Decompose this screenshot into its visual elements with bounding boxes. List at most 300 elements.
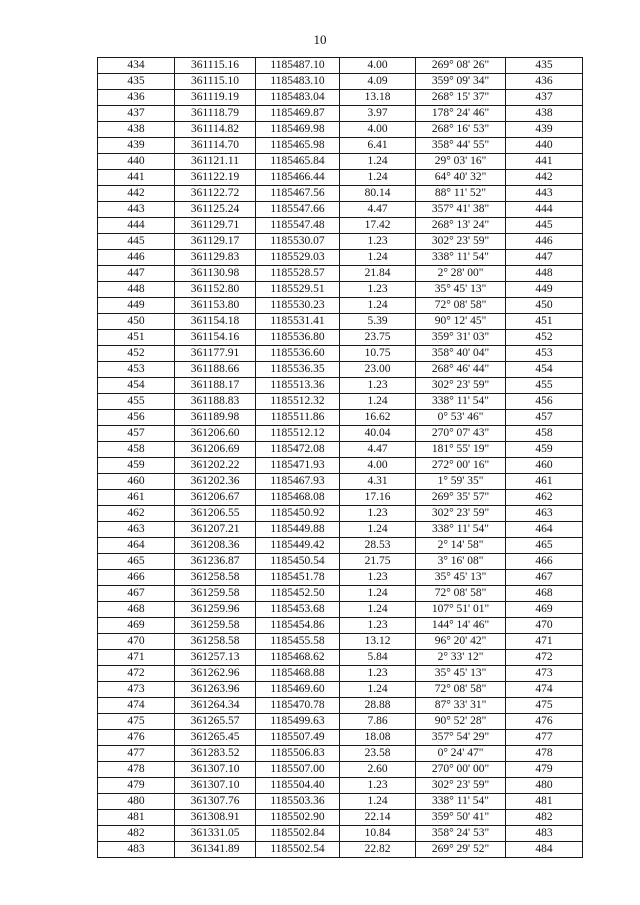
direction-angle-cell: 359° 50' 41" — [416, 810, 506, 826]
next-point-cell: 446 — [506, 234, 583, 250]
y-coordinate-cell: 1185513.36 — [256, 378, 340, 394]
length-cell: 5.39 — [340, 314, 416, 330]
next-point-cell: 437 — [506, 90, 583, 106]
table-row — [98, 170, 583, 186]
table-row — [98, 458, 583, 474]
table-row — [98, 394, 583, 410]
table-row — [98, 90, 583, 106]
point-number-cell: 477 — [98, 746, 175, 762]
x-coordinate-cell: 361259.96 — [175, 602, 256, 618]
next-point-cell: 470 — [506, 618, 583, 634]
point-number-cell: 444 — [98, 218, 175, 234]
x-coordinate-cell: 361153.80 — [175, 298, 256, 314]
x-coordinate-cell: 361130.98 — [175, 266, 256, 282]
direction-angle-cell: 35° 45' 13" — [416, 282, 506, 298]
direction-angle-cell: 268° 15' 37" — [416, 90, 506, 106]
x-coordinate-cell: 361202.36 — [175, 474, 256, 490]
y-coordinate-cell: 1185528.57 — [256, 266, 340, 282]
table-row — [98, 490, 583, 506]
length-cell: 40.04 — [340, 426, 416, 442]
length-cell: 23.00 — [340, 362, 416, 378]
y-coordinate-cell: 1185469.60 — [256, 682, 340, 698]
next-point-cell: 472 — [506, 650, 583, 666]
point-number-cell: 439 — [98, 138, 175, 154]
point-number-cell: 438 — [98, 122, 175, 138]
y-coordinate-cell: 1185465.98 — [256, 138, 340, 154]
point-number-cell: 465 — [98, 554, 175, 570]
x-coordinate-cell: 361206.55 — [175, 506, 256, 522]
direction-angle-cell: 35° 45' 13" — [416, 666, 506, 682]
point-number-cell: 448 — [98, 282, 175, 298]
y-coordinate-cell: 1185483.04 — [256, 90, 340, 106]
x-coordinate-cell: 361129.83 — [175, 250, 256, 266]
point-number-cell: 472 — [98, 666, 175, 682]
next-point-cell: 452 — [506, 330, 583, 346]
point-number-cell: 481 — [98, 810, 175, 826]
y-coordinate-cell: 1185529.51 — [256, 282, 340, 298]
y-coordinate-cell: 1185506.83 — [256, 746, 340, 762]
point-number-cell: 449 — [98, 298, 175, 314]
length-cell: 18.08 — [340, 730, 416, 746]
length-cell: 28.88 — [340, 698, 416, 714]
length-cell: 4.47 — [340, 442, 416, 458]
direction-angle-cell: 268° 16' 53" — [416, 122, 506, 138]
direction-angle-cell: 96° 20' 42" — [416, 634, 506, 650]
x-coordinate-cell: 361259.58 — [175, 586, 256, 602]
x-coordinate-cell: 361257.13 — [175, 650, 256, 666]
next-point-cell: 443 — [506, 186, 583, 202]
next-point-cell: 475 — [506, 698, 583, 714]
point-number-cell: 471 — [98, 650, 175, 666]
x-coordinate-cell: 361258.58 — [175, 570, 256, 586]
direction-angle-cell: 269° 08' 26" — [416, 58, 506, 74]
point-number-cell: 435 — [98, 74, 175, 90]
direction-angle-cell: 338° 11' 54" — [416, 522, 506, 538]
length-cell: 17.16 — [340, 490, 416, 506]
x-coordinate-cell: 361189.98 — [175, 410, 256, 426]
direction-angle-cell: 0° 53' 46" — [416, 410, 506, 426]
table-row — [98, 554, 583, 570]
length-cell: 2.60 — [340, 762, 416, 778]
y-coordinate-cell: 1185507.00 — [256, 762, 340, 778]
point-number-cell: 466 — [98, 570, 175, 586]
length-cell: 7.86 — [340, 714, 416, 730]
x-coordinate-cell: 361265.45 — [175, 730, 256, 746]
direction-angle-cell: 269° 35' 57" — [416, 490, 506, 506]
next-point-cell: 482 — [506, 810, 583, 826]
y-coordinate-cell: 1185536.80 — [256, 330, 340, 346]
table-row — [98, 266, 583, 282]
y-coordinate-cell: 1185502.84 — [256, 826, 340, 842]
length-cell: 1.24 — [340, 394, 416, 410]
direction-angle-cell: 302° 23' 59" — [416, 778, 506, 794]
direction-angle-cell: 2° 33' 12" — [416, 650, 506, 666]
next-point-cell: 442 — [506, 170, 583, 186]
y-coordinate-cell: 1185512.12 — [256, 426, 340, 442]
next-point-cell: 444 — [506, 202, 583, 218]
y-coordinate-cell: 1185502.90 — [256, 810, 340, 826]
direction-angle-cell: 35° 45' 13" — [416, 570, 506, 586]
x-coordinate-cell: 361258.58 — [175, 634, 256, 650]
table-row — [98, 218, 583, 234]
y-coordinate-cell: 1185547.66 — [256, 202, 340, 218]
direction-angle-cell: 338° 11' 54" — [416, 250, 506, 266]
y-coordinate-cell: 1185451.78 — [256, 570, 340, 586]
point-number-cell: 460 — [98, 474, 175, 490]
next-point-cell: 476 — [506, 714, 583, 730]
direction-angle-cell: 357° 41' 38" — [416, 202, 506, 218]
length-cell: 1.23 — [340, 234, 416, 250]
direction-angle-cell: 90° 52' 28" — [416, 714, 506, 730]
length-cell: 1.24 — [340, 250, 416, 266]
y-coordinate-cell: 1185547.48 — [256, 218, 340, 234]
next-point-cell: 474 — [506, 682, 583, 698]
length-cell: 23.58 — [340, 746, 416, 762]
direction-angle-cell: 3° 16' 08" — [416, 554, 506, 570]
y-coordinate-cell: 1185467.56 — [256, 186, 340, 202]
x-coordinate-cell: 361341.89 — [175, 842, 256, 858]
table-row — [98, 58, 583, 74]
y-coordinate-cell: 1185471.93 — [256, 458, 340, 474]
x-coordinate-cell: 361122.19 — [175, 170, 256, 186]
point-number-cell: 457 — [98, 426, 175, 442]
y-coordinate-cell: 1185483.10 — [256, 74, 340, 90]
y-coordinate-cell: 1185452.50 — [256, 586, 340, 602]
point-number-cell: 437 — [98, 106, 175, 122]
point-number-cell: 446 — [98, 250, 175, 266]
x-coordinate-cell: 361114.82 — [175, 122, 256, 138]
y-coordinate-cell: 1185487.10 — [256, 58, 340, 74]
point-number-cell: 469 — [98, 618, 175, 634]
x-coordinate-cell: 361121.11 — [175, 154, 256, 170]
point-number-cell: 458 — [98, 442, 175, 458]
length-cell: 10.84 — [340, 826, 416, 842]
x-coordinate-cell: 361129.17 — [175, 234, 256, 250]
next-point-cell: 463 — [506, 506, 583, 522]
next-point-cell: 450 — [506, 298, 583, 314]
point-number-cell: 450 — [98, 314, 175, 330]
y-coordinate-cell: 1185468.08 — [256, 490, 340, 506]
x-coordinate-cell: 361125.24 — [175, 202, 256, 218]
point-number-cell: 473 — [98, 682, 175, 698]
point-number-cell: 434 — [98, 58, 175, 74]
y-coordinate-cell: 1185468.62 — [256, 650, 340, 666]
table-row — [98, 730, 583, 746]
x-coordinate-cell: 361154.18 — [175, 314, 256, 330]
next-point-cell: 449 — [506, 282, 583, 298]
y-coordinate-cell: 1185450.54 — [256, 554, 340, 570]
next-point-cell: 465 — [506, 538, 583, 554]
length-cell: 1.24 — [340, 154, 416, 170]
length-cell: 80.14 — [340, 186, 416, 202]
table-row — [98, 810, 583, 826]
page-number: 10 — [313, 32, 327, 47]
table-row — [98, 314, 583, 330]
table-row — [98, 426, 583, 442]
x-coordinate-cell: 361206.69 — [175, 442, 256, 458]
y-coordinate-cell: 1185536.60 — [256, 346, 340, 362]
point-number-cell: 456 — [98, 410, 175, 426]
direction-angle-cell: 357° 54' 29" — [416, 730, 506, 746]
table-row — [98, 474, 583, 490]
next-point-cell: 451 — [506, 314, 583, 330]
length-cell: 1.24 — [340, 682, 416, 698]
next-point-cell: 453 — [506, 346, 583, 362]
table-row — [98, 650, 583, 666]
next-point-cell: 469 — [506, 602, 583, 618]
next-point-cell: 477 — [506, 730, 583, 746]
length-cell: 1.23 — [340, 570, 416, 586]
table-row — [98, 410, 583, 426]
y-coordinate-cell: 1185466.44 — [256, 170, 340, 186]
direction-angle-cell: 268° 46' 44" — [416, 362, 506, 378]
table-row — [98, 122, 583, 138]
x-coordinate-cell: 361331.05 — [175, 826, 256, 842]
y-coordinate-cell: 1185470.78 — [256, 698, 340, 714]
point-number-cell: 480 — [98, 794, 175, 810]
point-number-cell: 447 — [98, 266, 175, 282]
direction-angle-cell: 272° 00' 16" — [416, 458, 506, 474]
length-cell: 1.24 — [340, 170, 416, 186]
table-row — [98, 106, 583, 122]
length-cell: 1.23 — [340, 282, 416, 298]
table-row — [98, 282, 583, 298]
point-number-cell: 468 — [98, 602, 175, 618]
next-point-cell: 464 — [506, 522, 583, 538]
point-number-cell: 442 — [98, 186, 175, 202]
x-coordinate-cell: 361259.58 — [175, 618, 256, 634]
length-cell: 22.14 — [340, 810, 416, 826]
table-row — [98, 746, 583, 762]
point-number-cell: 464 — [98, 538, 175, 554]
direction-angle-cell: 87° 33' 31" — [416, 698, 506, 714]
table-row — [98, 378, 583, 394]
next-point-cell: 459 — [506, 442, 583, 458]
direction-angle-cell: 2° 14' 58" — [416, 538, 506, 554]
y-coordinate-cell: 1185504.40 — [256, 778, 340, 794]
table-row — [98, 794, 583, 810]
next-point-cell: 447 — [506, 250, 583, 266]
direction-angle-cell: 72° 08' 58" — [416, 298, 506, 314]
x-coordinate-cell: 361188.17 — [175, 378, 256, 394]
length-cell: 5.84 — [340, 650, 416, 666]
y-coordinate-cell: 1185453.68 — [256, 602, 340, 618]
point-number-cell: 459 — [98, 458, 175, 474]
table-row — [98, 186, 583, 202]
next-point-cell: 483 — [506, 826, 583, 842]
x-coordinate-cell: 361177.91 — [175, 346, 256, 362]
direction-angle-cell: 269° 29' 52" — [416, 842, 506, 858]
length-cell: 1.23 — [340, 778, 416, 794]
x-coordinate-cell: 361188.66 — [175, 362, 256, 378]
x-coordinate-cell: 361119.19 — [175, 90, 256, 106]
length-cell: 1.24 — [340, 602, 416, 618]
next-point-cell: 436 — [506, 74, 583, 90]
direction-angle-cell: 72° 08' 58" — [416, 586, 506, 602]
length-cell: 13.12 — [340, 634, 416, 650]
table-row — [98, 570, 583, 586]
direction-angle-cell: 302° 23' 59" — [416, 234, 506, 250]
direction-angle-cell: 2° 28' 00" — [416, 266, 506, 282]
table-row — [98, 330, 583, 346]
point-number-cell: 453 — [98, 362, 175, 378]
y-coordinate-cell: 1185455.58 — [256, 634, 340, 650]
direction-angle-cell: 64° 40' 32" — [416, 170, 506, 186]
direction-angle-cell: 338° 11' 54" — [416, 394, 506, 410]
table-row — [98, 234, 583, 250]
next-point-cell: 462 — [506, 490, 583, 506]
x-coordinate-cell: 361129.71 — [175, 218, 256, 234]
x-coordinate-cell: 361208.36 — [175, 538, 256, 554]
y-coordinate-cell: 1185468.88 — [256, 666, 340, 682]
length-cell: 1.24 — [340, 298, 416, 314]
next-point-cell: 438 — [506, 106, 583, 122]
length-cell: 4.00 — [340, 122, 416, 138]
direction-angle-cell: 270° 07' 43" — [416, 426, 506, 442]
table-row — [98, 250, 583, 266]
next-point-cell: 479 — [506, 762, 583, 778]
length-cell: 4.00 — [340, 458, 416, 474]
coordinates-table-body — [98, 58, 583, 858]
y-coordinate-cell: 1185469.87 — [256, 106, 340, 122]
y-coordinate-cell: 1185454.86 — [256, 618, 340, 634]
x-coordinate-cell: 361115.10 — [175, 74, 256, 90]
x-coordinate-cell: 361152.80 — [175, 282, 256, 298]
length-cell: 1.24 — [340, 522, 416, 538]
length-cell: 23.75 — [340, 330, 416, 346]
table-row — [98, 618, 583, 634]
point-number-cell: 470 — [98, 634, 175, 650]
y-coordinate-cell: 1185449.88 — [256, 522, 340, 538]
x-coordinate-cell: 361206.67 — [175, 490, 256, 506]
length-cell: 28.53 — [340, 538, 416, 554]
point-number-cell: 454 — [98, 378, 175, 394]
length-cell: 1.23 — [340, 666, 416, 682]
x-coordinate-cell: 361236.87 — [175, 554, 256, 570]
table-row — [98, 442, 583, 458]
y-coordinate-cell: 1185472.08 — [256, 442, 340, 458]
point-number-cell: 478 — [98, 762, 175, 778]
table-row — [98, 138, 583, 154]
point-number-cell: 452 — [98, 346, 175, 362]
direction-angle-cell: 358° 40' 04" — [416, 346, 506, 362]
direction-angle-cell: 0° 24' 47" — [416, 746, 506, 762]
next-point-cell: 478 — [506, 746, 583, 762]
direction-angle-cell: 178° 24' 46" — [416, 106, 506, 122]
next-point-cell: 448 — [506, 266, 583, 282]
x-coordinate-cell: 361264.34 — [175, 698, 256, 714]
y-coordinate-cell: 1185449.42 — [256, 538, 340, 554]
coordinates-table — [97, 57, 583, 858]
length-cell: 1.23 — [340, 618, 416, 634]
direction-angle-cell: 358° 24' 53" — [416, 826, 506, 842]
y-coordinate-cell: 1185507.49 — [256, 730, 340, 746]
x-coordinate-cell: 361154.16 — [175, 330, 256, 346]
table-row — [98, 538, 583, 554]
table-row — [98, 762, 583, 778]
length-cell: 17.42 — [340, 218, 416, 234]
length-cell: 4.47 — [340, 202, 416, 218]
x-coordinate-cell: 361206.60 — [175, 426, 256, 442]
point-number-cell: 482 — [98, 826, 175, 842]
direction-angle-cell: 302° 23' 59" — [416, 506, 506, 522]
table-row — [98, 202, 583, 218]
y-coordinate-cell: 1185536.35 — [256, 362, 340, 378]
x-coordinate-cell: 361307.10 — [175, 778, 256, 794]
point-number-cell: 476 — [98, 730, 175, 746]
y-coordinate-cell: 1185530.07 — [256, 234, 340, 250]
direction-angle-cell: 302° 23' 59" — [416, 378, 506, 394]
y-coordinate-cell: 1185469.98 — [256, 122, 340, 138]
table-row — [98, 362, 583, 378]
next-point-cell: 468 — [506, 586, 583, 602]
y-coordinate-cell: 1185465.84 — [256, 154, 340, 170]
table-row — [98, 506, 583, 522]
length-cell: 22.82 — [340, 842, 416, 858]
x-coordinate-cell: 361188.83 — [175, 394, 256, 410]
next-point-cell: 484 — [506, 842, 583, 858]
y-coordinate-cell: 1185502.54 — [256, 842, 340, 858]
length-cell: 1.24 — [340, 586, 416, 602]
table-row — [98, 634, 583, 650]
length-cell: 3.97 — [340, 106, 416, 122]
next-point-cell: 471 — [506, 634, 583, 650]
length-cell: 6.41 — [340, 138, 416, 154]
y-coordinate-cell: 1185499.63 — [256, 714, 340, 730]
length-cell: 16.62 — [340, 410, 416, 426]
point-number-cell: 463 — [98, 522, 175, 538]
table-row — [98, 778, 583, 794]
table-row — [98, 346, 583, 362]
point-number-cell: 474 — [98, 698, 175, 714]
next-point-cell: 454 — [506, 362, 583, 378]
next-point-cell: 435 — [506, 58, 583, 74]
length-cell: 21.75 — [340, 554, 416, 570]
x-coordinate-cell: 361307.76 — [175, 794, 256, 810]
next-point-cell: 460 — [506, 458, 583, 474]
point-number-cell: 455 — [98, 394, 175, 410]
y-coordinate-cell: 1185467.93 — [256, 474, 340, 490]
direction-angle-cell: 338° 11' 54" — [416, 794, 506, 810]
y-coordinate-cell: 1185531.41 — [256, 314, 340, 330]
direction-angle-cell: 88° 11' 52" — [416, 186, 506, 202]
length-cell: 4.00 — [340, 58, 416, 74]
next-point-cell: 481 — [506, 794, 583, 810]
y-coordinate-cell: 1185512.32 — [256, 394, 340, 410]
point-number-cell: 443 — [98, 202, 175, 218]
point-number-cell: 451 — [98, 330, 175, 346]
x-coordinate-cell: 361308.91 — [175, 810, 256, 826]
x-coordinate-cell: 361265.57 — [175, 714, 256, 730]
table-row — [98, 522, 583, 538]
point-number-cell: 445 — [98, 234, 175, 250]
direction-angle-cell: 268° 13' 24" — [416, 218, 506, 234]
y-coordinate-cell: 1185511.86 — [256, 410, 340, 426]
point-number-cell: 467 — [98, 586, 175, 602]
next-point-cell: 461 — [506, 474, 583, 490]
direction-angle-cell: 358° 44' 55" — [416, 138, 506, 154]
length-cell: 1.24 — [340, 794, 416, 810]
y-coordinate-cell: 1185530.23 — [256, 298, 340, 314]
x-coordinate-cell: 361307.10 — [175, 762, 256, 778]
length-cell: 10.75 — [340, 346, 416, 362]
direction-angle-cell: 359° 31' 03" — [416, 330, 506, 346]
next-point-cell: 466 — [506, 554, 583, 570]
table-row — [98, 842, 583, 858]
y-coordinate-cell: 1185503.36 — [256, 794, 340, 810]
table-row — [98, 586, 583, 602]
direction-angle-cell: 90° 12' 45" — [416, 314, 506, 330]
